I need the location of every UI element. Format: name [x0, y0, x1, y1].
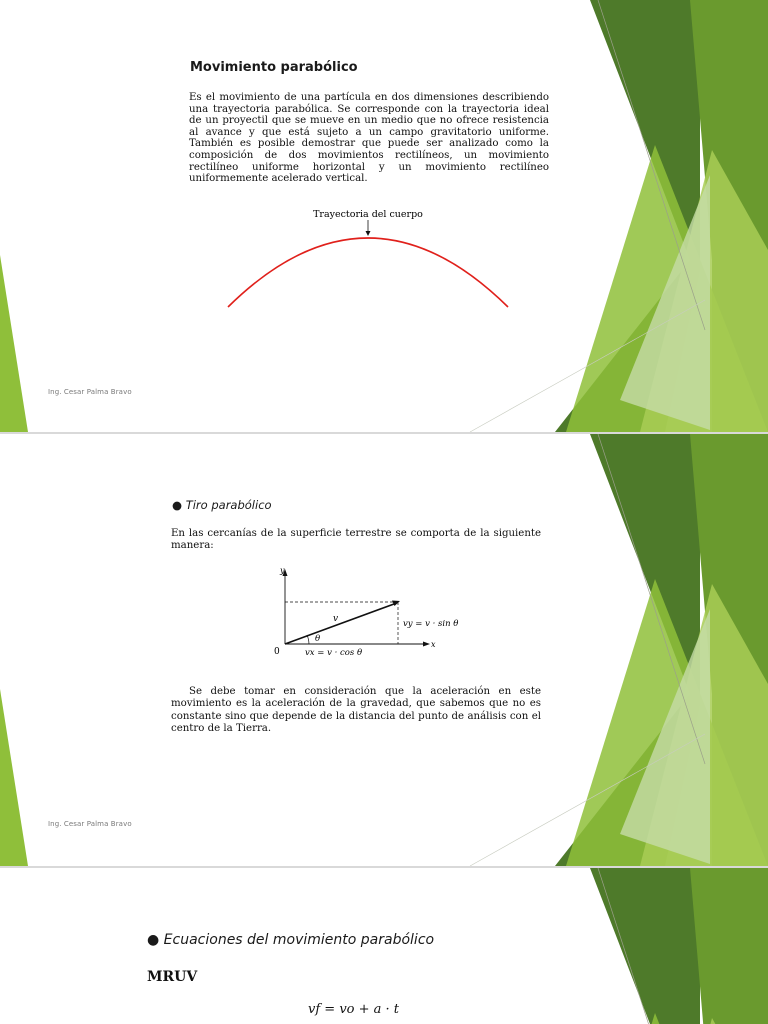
slide-3 — [0, 868, 768, 1024]
vector-label: v — [333, 614, 339, 624]
figure-label: Trayectoria del cuerpo — [313, 209, 423, 220]
velocity-vector — [285, 604, 394, 644]
vector-head — [392, 601, 400, 607]
y-label: y — [280, 566, 285, 575]
arrow-head — [366, 231, 371, 236]
slide-1 — [0, 0, 768, 432]
trajectory-figure — [220, 204, 520, 314]
velocity-equation: vf = vo + a · t — [308, 1002, 400, 1017]
gravity-paragraph: Se debe tomar en consideración que la aceleración en este movimiento es la aceleración de la gravedad, que sabemos que no es constante sino que depende de la distancia del punto de análisis con el centro de la Tierra. — [171, 686, 541, 735]
bullet-text: Ecuaciones del movimiento parabólico — [163, 932, 435, 948]
slide-2 — [0, 434, 768, 866]
slide-title: Movimiento parabólico — [190, 60, 358, 75]
velocity-diagram — [265, 564, 515, 659]
x-arrow — [423, 642, 430, 647]
bullet-text: Tiro parabólico — [185, 498, 272, 512]
bullet-heading — [147, 932, 434, 948]
origin-label: 0 — [274, 647, 280, 657]
footer-author: Ing. Cesar Palma Bravo — [48, 388, 132, 396]
angle-label: θ — [315, 634, 321, 644]
bullet-dot: ● — [147, 932, 164, 948]
x-label: x — [431, 640, 436, 649]
vy-label: vy = v · sin θ — [403, 619, 459, 629]
mruv-heading: MRUV — [147, 969, 198, 985]
intro-text: En las cercanías de la superficie terrestre se comporta de la siguiente manera: — [171, 528, 541, 552]
footer-author: Ing. Cesar Palma Bravo — [48, 820, 132, 828]
vx-label: vx = v · cos θ — [305, 648, 363, 658]
bullet-heading — [172, 498, 272, 512]
bullet-dot: ● — [172, 498, 186, 512]
intro-paragraph: Es el movimiento de una partícula en dos dimensiones describiendo una trayectoria parabólica. Se corresponde con la trayectoria ideal de un proyectil que se mueve en un medio que no ofrece resistencia al avance y que está sujeto a un campo gravitatorio uniforme. También es posible demostrar que puede ser analizado como la composición de dos movimientos rectilíneos, un movimiento rectilíneo uniforme horizontal y un movimiento rectilíneo uniformemente acelerado vertical. — [189, 92, 549, 185]
parabolic-curve — [228, 238, 508, 307]
